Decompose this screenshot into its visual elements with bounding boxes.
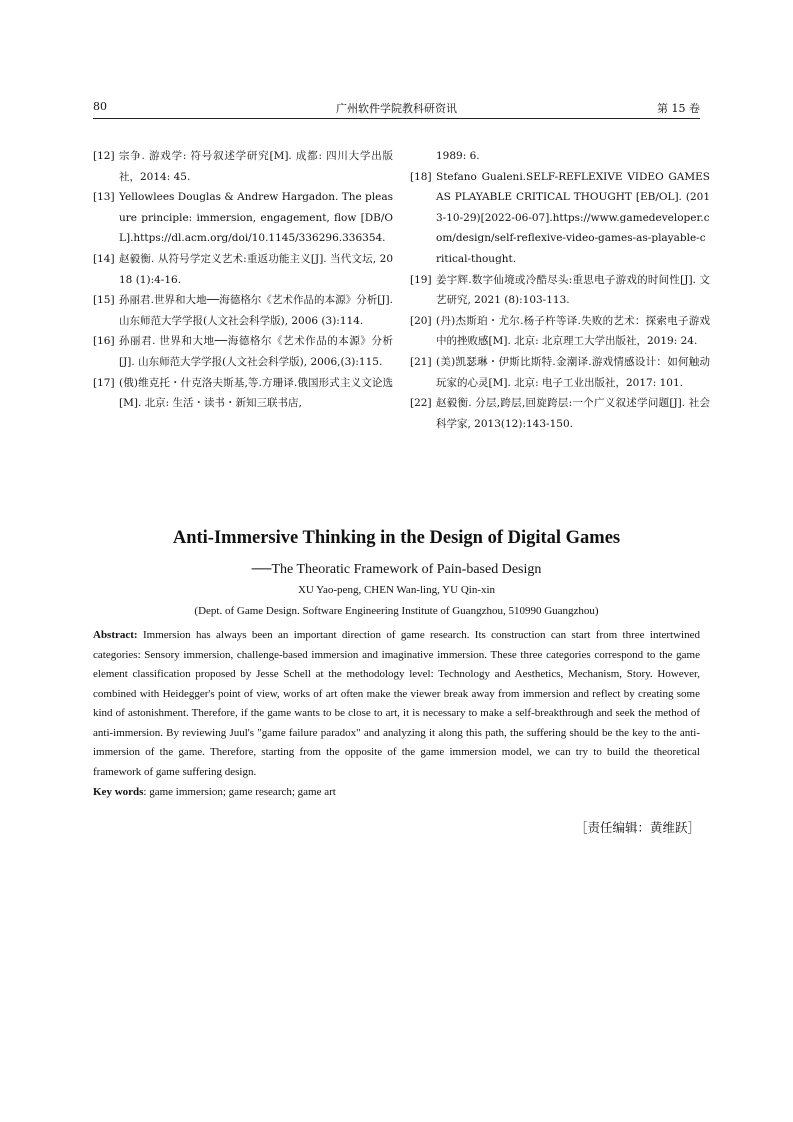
reference-item	[93, 249, 393, 290]
reference-text: (美)凯瑟琳・伊斯比斯特.金潮译.游戏情感设计：如何触动玩家的心灵[M]. 北京: 电子工业出版社，2017: 101.	[436, 355, 710, 389]
reference-item	[410, 311, 710, 352]
reference-item	[410, 393, 710, 434]
reference-number: [12]	[93, 150, 115, 162]
reference-text: 姜宇辉.数字仙境或冷酷尽头:重思电子游戏的时间性[J]. 文艺研究, 2021 (8):103-113.	[436, 273, 710, 307]
volume-label: 第 15 卷	[657, 102, 700, 115]
reference-continuation	[410, 146, 710, 167]
reference-text: 宗争. 游戏学: 符号叙述学研究[M]. 成都: 四川大学出版社，2014: 45.	[119, 150, 393, 183]
reference-text: 孙丽君. 世界和大地──海德格尔《艺术作品的本源》分析[J]. 山东师范大学学报(人文社会科学版), 2006,(3):115.	[119, 335, 393, 368]
reference-number: [14]	[93, 252, 115, 265]
keywords-label: Key words	[93, 786, 144, 798]
reference-number: [18]	[410, 170, 432, 183]
reference-number: [15]	[93, 294, 115, 307]
reference-text: (俄)维克托・什克洛夫斯基,等.方珊译.俄国形式主义文论选[M]. 北京: 生活・读书・新知三联书店,	[119, 376, 393, 410]
english-subtitle: ──The Theoratic Framework of Pain-based Design	[251, 562, 542, 577]
reference-number: [21]	[410, 355, 432, 368]
reference-number: [19]	[410, 273, 432, 286]
reference-item	[93, 187, 393, 249]
references-right-column	[410, 146, 710, 434]
reference-number: [22]	[410, 397, 432, 410]
reference-number: [16]	[93, 335, 115, 348]
page-header	[93, 100, 700, 118]
journal-title: 广州软件学院教科研资讯	[336, 102, 457, 115]
reference-item	[93, 331, 393, 372]
reference-text: Yellowlees Douglas & Andrew Hargadon. The pleasure principle: immersion, engagement, flow [DB/OL].https://dl.acm.org/doi/10.1145/336296.336354.	[119, 191, 393, 245]
reference-item	[93, 146, 393, 187]
reference-text: Stefano Gualeni.SELF-REFLEXIVE VIDEO GAMES AS PLAYABLE CRITICAL THOUGHT [EB/OL]. (2013-10-29)[2022-06-07].https://www.gamedeveloper.com/design/self-reflexive-video-games-as-playable-critical-thought.	[436, 170, 710, 265]
reference-number: [13]	[93, 191, 115, 204]
reference-text: 赵毅衡. 从符号学定义艺术:重返功能主义[J]. 当代文坛, 2018 (1):4-16.	[119, 252, 393, 286]
reference-item	[410, 270, 710, 311]
reference-item	[410, 352, 710, 393]
references-left-column	[93, 146, 393, 414]
page-number: 80	[93, 100, 107, 113]
abstract-label: Abstract:	[93, 629, 138, 641]
reference-text: 赵毅衡. 分层,跨层,回旋跨层:一个广义叙述学问题[J]. 社会科学家, 2013(12):143-150.	[436, 397, 710, 430]
reference-text: 孙丽君.世界和大地──海德格尔《艺术作品的本源》分析[J]. 山东师范大学学报(人文社会科学版), 2006 (3):114.	[119, 294, 393, 327]
reference-item	[93, 373, 393, 414]
reference-number: [17]	[93, 376, 115, 389]
reference-item	[93, 290, 393, 331]
reference-number: [20]	[410, 314, 432, 327]
authors: XU Yao-peng, CHEN Wan-ling, YU Qin-xin	[297, 584, 496, 596]
header-rule	[93, 118, 700, 119]
english-title: Anti-Immersive Thinking in the Design of Digital Games	[172, 528, 621, 548]
keywords	[93, 786, 700, 798]
abstract-text: Immersion has always been an important direction of game research. Its construction can start from three intertwined categories: Sensory immersion, challenge-based immersion and imaginative immersion. These three categories correspond to the game element classification proposed by Jesse Schell at the methodology level: Technology and Aesthetics, Mechanism, Story. However, combined with Heidegger's point of view, works of art often make the viewer break away from immersion and reflect by creating some kind of astonishment. Therefore, if the game wants to be close to art, it is necessary to make a self-breakthrough and seek the method of anti-immersion. By reviewing Juul's "game failure paradox" and analyzing it along this path, the suffering should be the key to the anti-immersion of the game. Therefore, starting from the opposite of the game immersion model, we can try to build the theoretical framework of game suffering design.	[93, 629, 700, 778]
abstract	[93, 626, 700, 782]
editor-note: ［责任编辑：黄维跃］	[574, 820, 700, 835]
affiliation: (Dept. of Game Design. Software Engineering Institute of Guangzhou, 510990 Guangzhou)	[194, 605, 599, 617]
keywords-text: : game immersion; game research; game art	[143, 786, 336, 798]
reference-text: (丹)杰斯珀・尤尔.杨子杵等译.失败的艺术：探索电子游戏中的挫败感[M]. 北京: 北京理工大学出版社，2019: 24.	[436, 314, 710, 348]
reference-text: 1989: 6.	[436, 150, 480, 162]
reference-item	[410, 167, 710, 270]
